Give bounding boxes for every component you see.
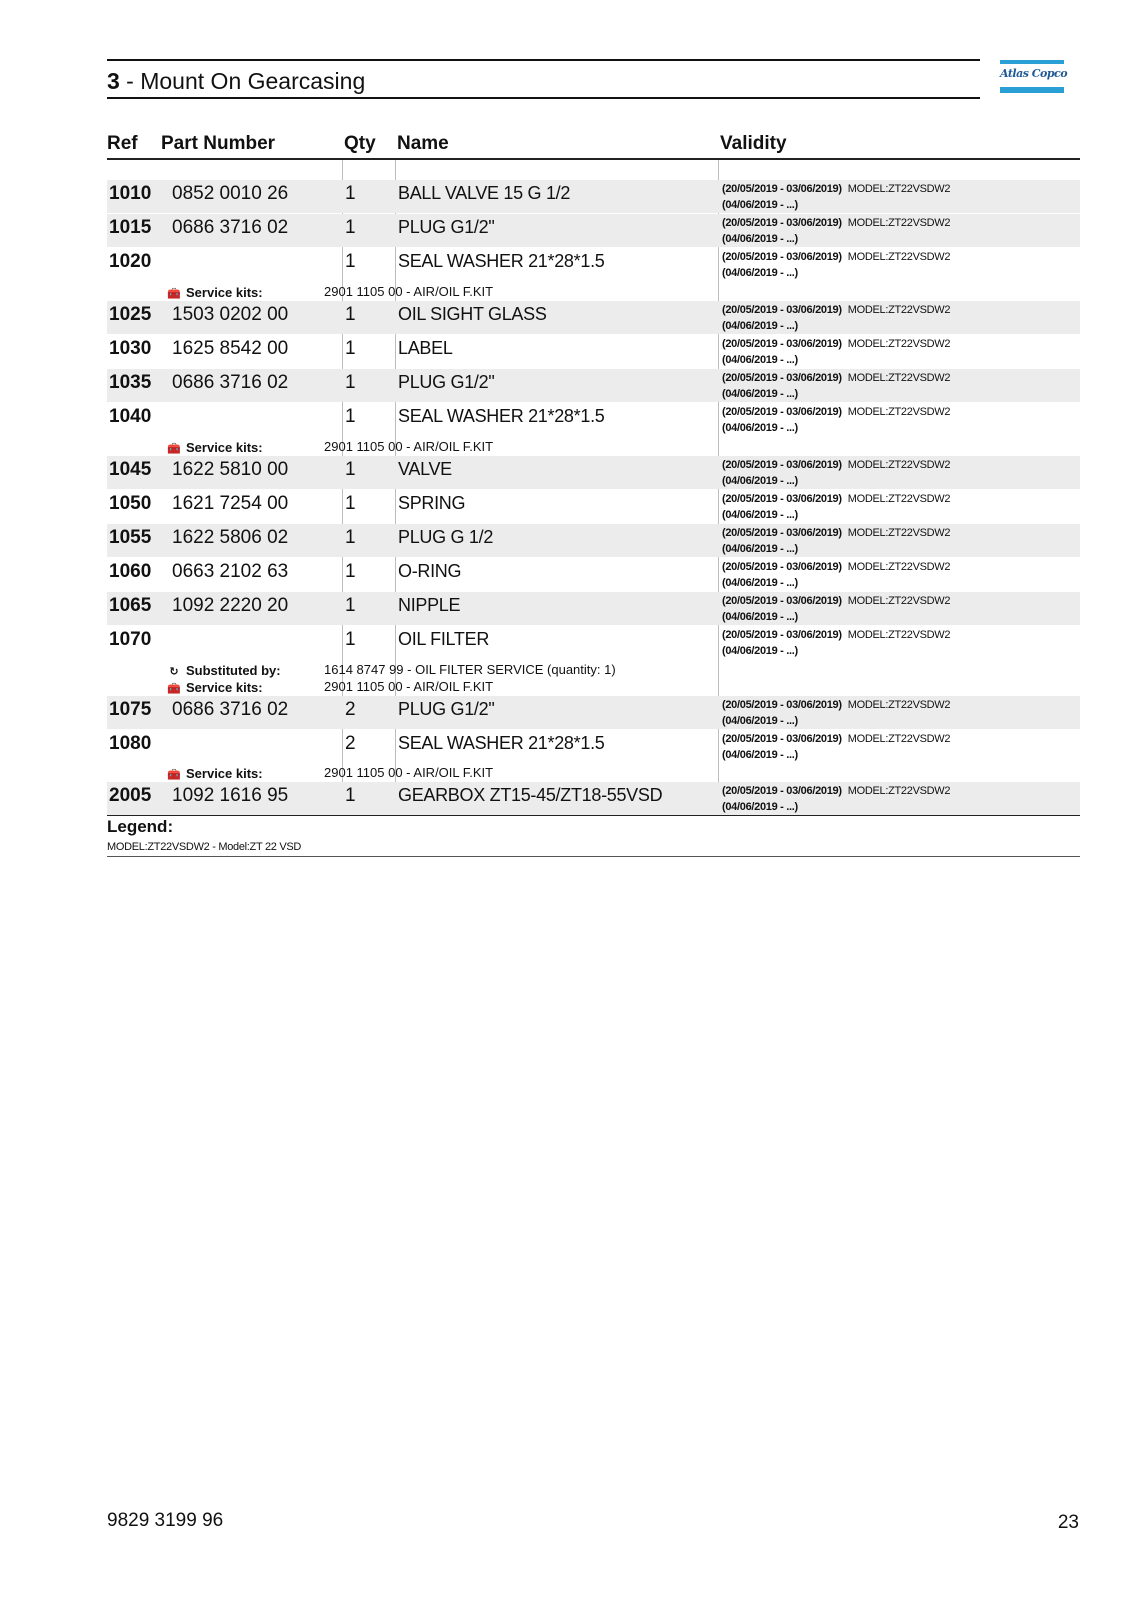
legend-item: MODEL:ZT22VSDW2 - Model:ZT 22 VSD (107, 841, 302, 853)
qty-cell: 1 (345, 459, 356, 480)
col-header-name: Name (397, 133, 449, 154)
validity-range-open: (04/06/2019 - ...) (722, 577, 798, 589)
validity-range-open: (04/06/2019 - ...) (722, 320, 798, 332)
validity-cell (722, 249, 950, 281)
validity-range: (20/05/2019 - 03/06/2019) (722, 595, 842, 607)
name-cell: GEARBOX ZT15-45/ZT18-55VSD (398, 785, 663, 805)
section-title: - Mount On Gearcasing (119, 68, 366, 94)
service-kit-note (107, 764, 1080, 782)
validity-range: (20/05/2019 - 03/06/2019) (722, 785, 842, 797)
validity-cell (722, 593, 950, 625)
service-kit-value: 2901 1105 00 - AIR/OIL F.KIT (324, 679, 494, 694)
validity-cell (722, 215, 950, 247)
substitute-value: 1614 8747 99 - OIL FILTER SERVICE (quantity: 1) (324, 662, 616, 677)
name-cell: OIL SIGHT GLASS (398, 304, 547, 324)
col-header-ref: Ref (107, 133, 138, 154)
validity-range: (20/05/2019 - 03/06/2019) (722, 304, 842, 316)
validity-model: MODEL:ZT22VSDW2 (847, 406, 951, 418)
validity-cell (722, 731, 950, 763)
name-cell: O-RING (398, 561, 462, 581)
table-row (107, 180, 1080, 213)
validity-range-open: (04/06/2019 - ...) (722, 199, 798, 211)
validity-range-open: (04/06/2019 - ...) (722, 749, 798, 761)
service-kit-note (107, 438, 1080, 456)
validity-range-open: (04/06/2019 - ...) (722, 801, 798, 813)
validity-model: MODEL:ZT22VSDW2 (847, 183, 951, 195)
substitution-note (107, 661, 1080, 679)
service-kits-label: Service kits: (186, 440, 263, 455)
validity-range: (20/05/2019 - 03/06/2019) (722, 527, 842, 539)
service-kit-value: 2901 1105 00 - AIR/OIL F.KIT (324, 439, 494, 454)
validity-model: MODEL:ZT22VSDW2 (847, 527, 951, 539)
validity-range: (20/05/2019 - 03/06/2019) (722, 372, 842, 384)
part-number-cell: 1092 2220 20 (172, 595, 289, 616)
validity-cell (722, 783, 950, 815)
name-cell: OIL FILTER (398, 629, 490, 649)
service-kit-note (107, 283, 1080, 301)
legend-title: Legend: (107, 817, 174, 836)
atlas-copco-logo (1000, 60, 1068, 94)
validity-cell (722, 370, 950, 402)
validity-model: MODEL:ZT22VSDW2 (847, 459, 951, 471)
table-row (107, 558, 1080, 591)
table-row (107, 248, 1080, 281)
validity-cell (722, 457, 950, 489)
validity-model: MODEL:ZT22VSDW2 (847, 338, 951, 350)
part-number-cell: 0686 3716 02 (172, 699, 289, 720)
part-number-cell: 0663 2102 63 (172, 561, 289, 582)
ref-cell: 2005 (109, 785, 152, 806)
name-cell: NIPPLE (398, 595, 461, 615)
validity-model: MODEL:ZT22VSDW2 (847, 561, 951, 573)
qty-cell: 1 (345, 304, 356, 325)
ref-cell: 1020 (109, 251, 152, 272)
part-number-cell: 0852 0010 26 (172, 183, 289, 204)
name-cell: SEAL WASHER 21*28*1.5 (398, 733, 605, 753)
part-number-cell: 1621 7254 00 (172, 493, 289, 514)
toolbox-icon: 🧰 (167, 683, 181, 695)
part-number-cell: 1503 0202 00 (172, 304, 289, 325)
validity-range: (20/05/2019 - 03/06/2019) (722, 251, 842, 263)
service-kits-label: Service kits: (186, 766, 263, 781)
table-row (107, 301, 1080, 334)
qty-cell: 1 (345, 527, 356, 548)
part-number-cell: 1622 5810 00 (172, 459, 289, 480)
ref-cell: 1035 (109, 372, 152, 393)
part-number-cell: 0686 3716 02 (172, 217, 289, 238)
page-title (107, 68, 365, 95)
validity-model: MODEL:ZT22VSDW2 (847, 304, 951, 316)
refresh-icon: ↻ (169, 666, 179, 678)
ref-cell: 1045 (109, 459, 152, 480)
part-number-cell: 0686 3716 02 (172, 372, 289, 393)
ref-cell: 1060 (109, 561, 152, 582)
validity-range: (20/05/2019 - 03/06/2019) (722, 338, 842, 350)
table-row (107, 524, 1080, 557)
service-kit-note (107, 678, 1080, 696)
document-number: 9829 3199 96 (107, 1510, 224, 1531)
table-row (107, 369, 1080, 402)
table-row (107, 456, 1080, 489)
table-row (107, 730, 1080, 763)
validity-cell (722, 404, 950, 436)
ref-cell: 1010 (109, 183, 152, 204)
ref-cell: 1040 (109, 406, 152, 427)
qty-cell: 1 (345, 406, 356, 427)
table-row (107, 214, 1080, 247)
qty-cell: 1 (345, 251, 356, 272)
table-row (107, 696, 1080, 729)
validity-cell (722, 697, 950, 729)
toolbox-icon: 🧰 (167, 769, 181, 781)
name-cell: SEAL WASHER 21*28*1.5 (398, 251, 605, 271)
header-rule (107, 158, 1080, 160)
validity-cell (722, 627, 950, 659)
validity-cell (722, 525, 950, 557)
validity-model: MODEL:ZT22VSDW2 (847, 785, 951, 797)
validity-model: MODEL:ZT22VSDW2 (847, 629, 951, 641)
qty-cell: 2 (345, 733, 356, 754)
table-row (107, 335, 1080, 368)
table-row (107, 592, 1080, 625)
validity-range: (20/05/2019 - 03/06/2019) (722, 733, 842, 745)
col-header-qty: Qty (344, 133, 376, 154)
validity-range-open: (04/06/2019 - ...) (722, 543, 798, 555)
part-number-cell: 1092 1616 95 (172, 785, 289, 806)
validity-model: MODEL:ZT22VSDW2 (847, 493, 951, 505)
ref-cell: 1070 (109, 629, 152, 650)
name-cell: SEAL WASHER 21*28*1.5 (398, 406, 605, 426)
validity-cell (722, 336, 950, 368)
validity-range-open: (04/06/2019 - ...) (722, 645, 798, 657)
validity-cell (722, 559, 950, 591)
qty-cell: 1 (345, 338, 356, 359)
col-header-validity: Validity (720, 133, 787, 154)
qty-cell: 1 (345, 595, 356, 616)
validity-range: (20/05/2019 - 03/06/2019) (722, 217, 842, 229)
qty-cell: 1 (345, 183, 356, 204)
ref-cell: 1065 (109, 595, 152, 616)
validity-cell (722, 181, 950, 213)
name-cell: PLUG G1/2" (398, 372, 495, 392)
validity-range-open: (04/06/2019 - ...) (722, 388, 798, 400)
name-cell: BALL VALVE 15 G 1/2 (398, 183, 571, 203)
validity-range-open: (04/06/2019 - ...) (722, 354, 798, 366)
ref-cell: 1080 (109, 733, 152, 754)
col-header-part-number: Part Number (161, 133, 276, 154)
validity-cell (722, 302, 950, 334)
validity-range: (20/05/2019 - 03/06/2019) (722, 561, 842, 573)
name-cell: PLUG G 1/2 (398, 527, 494, 547)
service-kit-value: 2901 1105 00 - AIR/OIL F.KIT (324, 284, 494, 299)
ref-cell: 1025 (109, 304, 152, 325)
logo-text: Atlas Copco (1000, 67, 1068, 80)
service-kits-label: Service kits: (186, 285, 263, 300)
validity-range-open: (04/06/2019 - ...) (722, 611, 798, 623)
validity-model: MODEL:ZT22VSDW2 (847, 217, 951, 229)
logo-top-bar (1000, 60, 1064, 64)
logo-bottom-bar (1000, 87, 1064, 93)
ref-cell: 1015 (109, 217, 152, 238)
validity-model: MODEL:ZT22VSDW2 (847, 372, 951, 384)
name-cell: SPRING (398, 493, 466, 513)
validity-range-open: (04/06/2019 - ...) (722, 422, 798, 434)
service-kits-label: Service kits: (186, 680, 263, 695)
ref-cell: 1050 (109, 493, 152, 514)
validity-range: (20/05/2019 - 03/06/2019) (722, 459, 842, 471)
table-row (107, 626, 1080, 659)
table-row (107, 782, 1080, 815)
substituted-by-label: Substituted by: (186, 663, 281, 678)
part-number-cell: 1625 8542 00 (172, 338, 289, 359)
validity-range: (20/05/2019 - 03/06/2019) (722, 406, 842, 418)
qty-cell: 1 (345, 372, 356, 393)
validity-cell (722, 491, 950, 523)
page-header (107, 59, 980, 99)
validity-range-open: (04/06/2019 - ...) (722, 267, 798, 279)
name-cell: PLUG G1/2" (398, 217, 495, 237)
validity-model: MODEL:ZT22VSDW2 (847, 733, 951, 745)
validity-model: MODEL:ZT22VSDW2 (847, 251, 951, 263)
part-number-cell: 1622 5806 02 (172, 527, 289, 548)
qty-cell: 1 (345, 561, 356, 582)
table-row (107, 490, 1080, 523)
validity-range: (20/05/2019 - 03/06/2019) (722, 183, 842, 195)
validity-range: (20/05/2019 - 03/06/2019) (722, 493, 842, 505)
service-kit-value: 2901 1105 00 - AIR/OIL F.KIT (324, 765, 494, 780)
qty-cell: 2 (345, 699, 356, 720)
validity-range: (20/05/2019 - 03/06/2019) (722, 629, 842, 641)
ref-cell: 1055 (109, 527, 152, 548)
validity-range-open: (04/06/2019 - ...) (722, 475, 798, 487)
legend-rule (107, 856, 1080, 857)
page-number: 23 (1057, 1512, 1079, 1533)
validity-range-open: (04/06/2019 - ...) (722, 233, 798, 245)
name-cell: LABEL (398, 338, 453, 358)
toolbox-icon: 🧰 (167, 288, 181, 300)
toolbox-icon: 🧰 (167, 443, 181, 455)
validity-model: MODEL:ZT22VSDW2 (847, 699, 951, 711)
table-row (107, 403, 1080, 436)
qty-cell: 1 (345, 217, 356, 238)
validity-model: MODEL:ZT22VSDW2 (847, 595, 951, 607)
validity-range-open: (04/06/2019 - ...) (722, 509, 798, 521)
section-number: 3 (107, 68, 120, 94)
validity-range-open: (04/06/2019 - ...) (722, 715, 798, 727)
table-bottom-rule (107, 815, 1080, 816)
qty-cell: 1 (345, 493, 356, 514)
qty-cell: 1 (345, 629, 356, 650)
name-cell: VALVE (398, 459, 452, 479)
ref-cell: 1075 (109, 699, 152, 720)
ref-cell: 1030 (109, 338, 152, 359)
qty-cell: 1 (345, 785, 356, 806)
name-cell: PLUG G1/2" (398, 699, 495, 719)
validity-range: (20/05/2019 - 03/06/2019) (722, 699, 842, 711)
